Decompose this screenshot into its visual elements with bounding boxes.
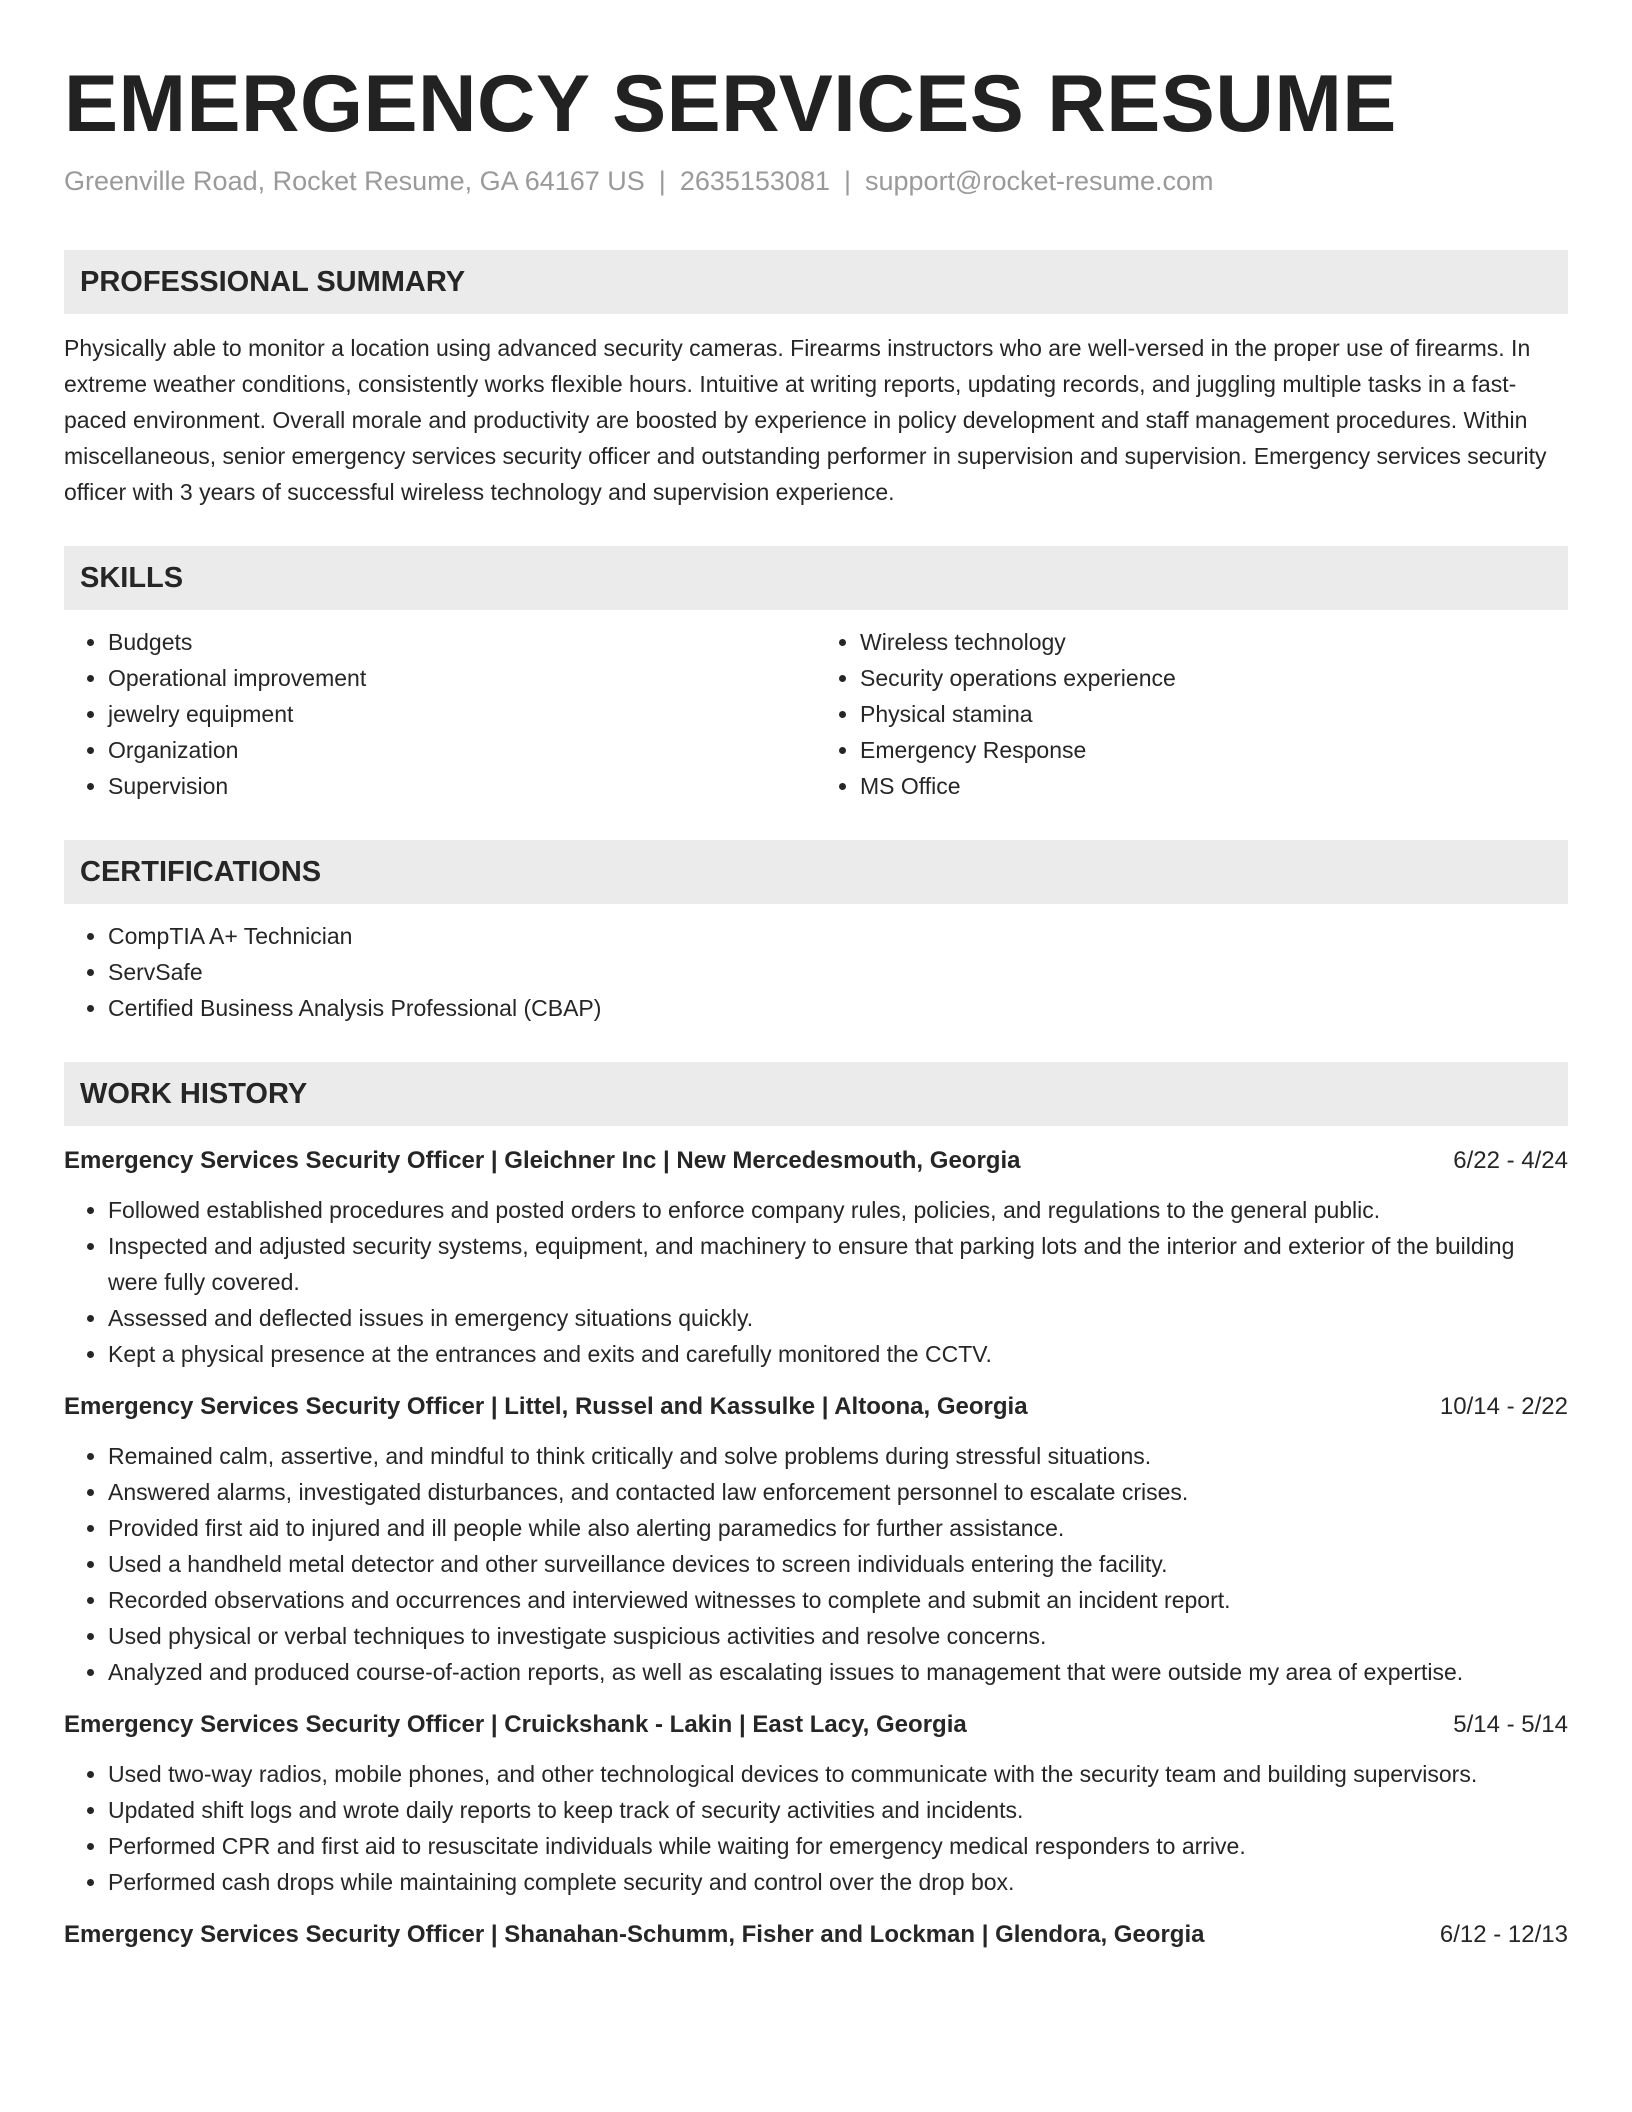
work-history-heading: WORK HISTORY [64, 1062, 1568, 1126]
skill-item: • Organization [108, 732, 816, 768]
contact-separator: | [658, 166, 666, 196]
skill-item: • Security operations experience [860, 660, 1568, 696]
job-title: Emergency Services Security Officer | Cruickshank - Lakin | East Lacy, Georgia [64, 1711, 967, 1738]
certifications-list [64, 918, 1568, 1026]
skill-item: • Budgets [108, 624, 816, 660]
address-text: Greenville Road, Rocket Resume, GA 64167 US [64, 166, 645, 196]
job-duty-item: • Followed established procedures and posted orders to enforce company rules, policies, and regulations to the general public. [108, 1192, 1568, 1228]
job-header [64, 1144, 1568, 1178]
job-dates: 10/14 - 2/22 [1439, 1393, 1568, 1420]
certification-item: • ServSafe [108, 954, 1568, 990]
job-duty-item: • Updated shift logs and wrote daily reports to keep track of security activities and incidents. [108, 1792, 1568, 1828]
job-duty-item: • Kept a physical presence at the entrances and exits and carefully monitored the CCTV. [108, 1336, 1568, 1372]
job-duty-item: • Provided first aid to injured and ill people while also alerting paramedics for further assistance. [108, 1510, 1568, 1546]
job-dates: 6/12 - 12/13 [1439, 1921, 1568, 1948]
skill-item: • Emergency Response [860, 732, 1568, 768]
skill-item: • Physical stamina [860, 696, 1568, 732]
job-duty-item: • Used a handheld metal detector and other surveillance devices to screen individuals entering the facility. [108, 1546, 1568, 1582]
skills-list-left [64, 624, 816, 804]
skill-item: • Wireless technology [860, 624, 1568, 660]
skill-item: • Supervision [108, 768, 816, 804]
job-duty-item: • Recorded observations and occurrences and interviewed witnesses to complete and submit an incident report. [108, 1582, 1568, 1618]
job-title: Emergency Services Security Officer | Littel, Russel and Kassulke | Altoona, Georgia [64, 1393, 1028, 1420]
email-link[interactable]: support@rocket-resume.com [865, 166, 1214, 196]
phone-text: 2635153081 [679, 166, 830, 196]
job-duty-item: • Assessed and deflected issues in emergency situations quickly. [108, 1300, 1568, 1336]
skills-list-right [816, 624, 1568, 804]
job-duty-item: • Remained calm, assertive, and mindful to think critically and solve problems during stressful situations. [108, 1438, 1568, 1474]
skill-item: • MS Office [860, 768, 1568, 804]
job-duty-item: • Used two-way radios, mobile phones, and other technological devices to communicate with the security team and building supervisors. [108, 1756, 1568, 1792]
job-title: Emergency Services Security Officer | Shanahan-Schumm, Fisher and Lockman | Glendora, Georgia [64, 1921, 1205, 1948]
summary-text: Physically able to monitor a location using advanced security cameras. Firearms instructors who are well-versed in the proper use of firearms. In extreme weather conditions, consistently works flexible hours. Intuitive at writing reports, updating records, and juggling multiple tasks in a fast-paced environment. Overall morale and productivity are boosted by experience in policy development and staff management procedures. Within miscellaneous, senior emergency services security officer and outstanding performer in supervision and supervision. Emergency services security officer with 3 years of successful wireless technology and supervision experience. [64, 335, 1547, 505]
certification-item: • Certified Business Analysis Professional (CBAP) [108, 990, 1568, 1026]
job-entry [64, 1708, 1568, 1900]
job-duties-list [64, 1192, 1568, 1372]
job-title: Emergency Services Security Officer | Gleichner Inc | New Mercedesmouth, Georgia [64, 1147, 1021, 1174]
job-duty-item: • Performed cash drops while maintaining complete security and control over the drop box. [108, 1864, 1568, 1900]
job-duty-item: • Answered alarms, investigated disturbances, and contacted law enforcement personnel to escalate crises. [108, 1474, 1568, 1510]
summary-heading: PROFESSIONAL SUMMARY [64, 250, 1568, 314]
job-duty-item: • Analyzed and produced course-of-action reports, as well as escalating issues to management that were outside my area of expertise. [108, 1654, 1568, 1690]
resume-title: EMERGENCY SERVICES RESUME [64, 59, 1397, 149]
resume-page [64, 0, 1568, 1952]
skill-item: • jewelry equipment [108, 696, 816, 732]
job-entry [64, 1144, 1568, 1372]
job-duty-item: • Used physical or verbal techniques to investigate suspicious activities and resolve concerns. [108, 1618, 1568, 1654]
job-dates: 6/22 - 4/24 [1453, 1147, 1568, 1174]
job-duty-item: • Performed CPR and first aid to resuscitate individuals while waiting for emergency medical responders to arrive. [108, 1828, 1568, 1864]
skill-item: • Operational improvement [108, 660, 816, 696]
certification-item: • CompTIA A+ Technician [108, 918, 1568, 954]
job-duties-list [64, 1756, 1568, 1900]
job-entry [64, 1390, 1568, 1690]
job-header [64, 1390, 1568, 1424]
skills-heading: SKILLS [64, 546, 1568, 610]
job-dates: 5/14 - 5/14 [1453, 1711, 1568, 1738]
certifications-heading: CERTIFICATIONS [64, 840, 1568, 904]
job-header [64, 1918, 1568, 1952]
job-duties-list [64, 1438, 1568, 1690]
job-header [64, 1708, 1568, 1742]
job-duty-item: • Inspected and adjusted security systems, equipment, and machinery to ensure that parking lots and the interior and exterior of the building were fully covered. [108, 1228, 1568, 1300]
contact-separator: | [843, 166, 851, 196]
skills-grid [64, 624, 1568, 804]
contact-line [64, 164, 1568, 198]
job-entry [64, 1918, 1568, 1952]
